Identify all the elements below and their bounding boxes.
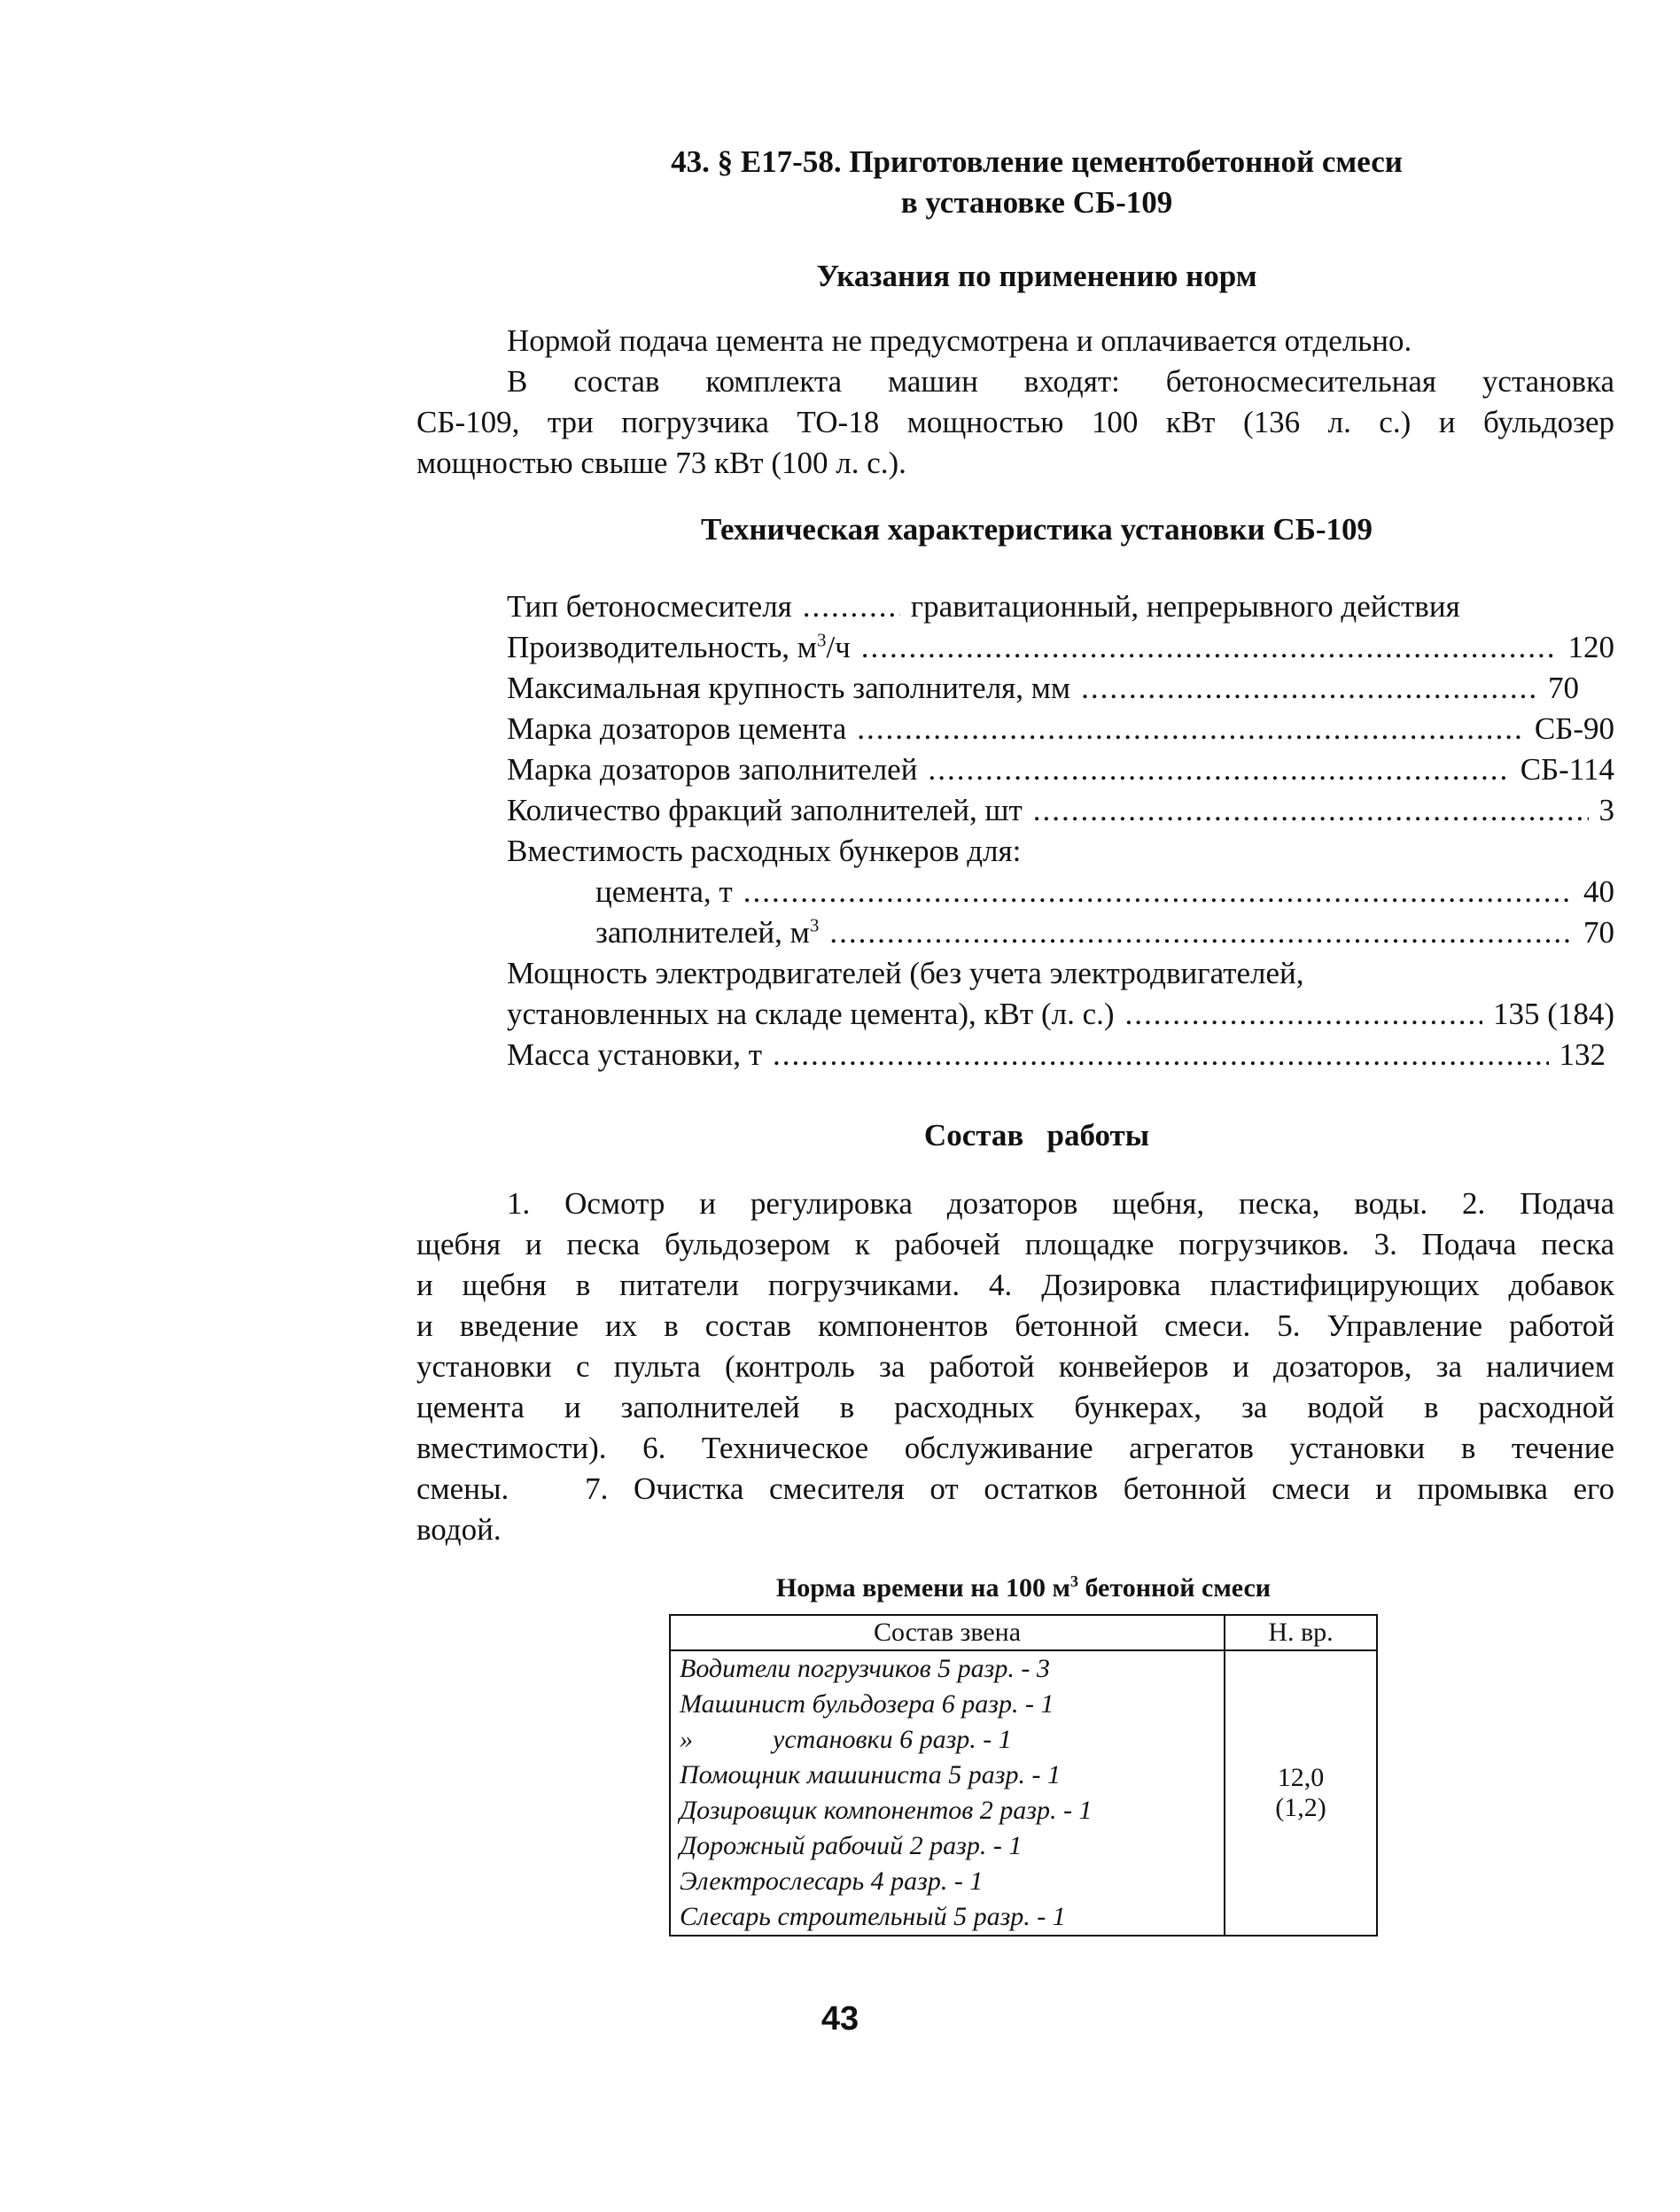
- specs-list: [507, 586, 1614, 1075]
- staff-item: Помощник машиниста 5 разр. - 1: [680, 1760, 1061, 1789]
- spec-mass: Масса установки, т ..... 132: [507, 1035, 1614, 1075]
- column-header-norm: Н. вр.: [1225, 1615, 1377, 1650]
- page-number: 43: [821, 2000, 859, 2037]
- staff-item: » установки 6 разр. - 1: [680, 1725, 1012, 1754]
- spec-fractions: Количество фракций заполнителей, шт ..... 3: [507, 790, 1614, 831]
- spec-bunker-filler: заполнителей, $м^3$ ..... 70: [507, 912, 1614, 953]
- spec-productivity: Производительность, $м^3/ч$ ..... 120: [507, 627, 1614, 668]
- spec-bunker-cement: цемента, т ..... 40: [507, 872, 1614, 912]
- spec-bunkers-heading: Вместимость расходных бункеров для:: [507, 834, 1022, 868]
- norm-table: [669, 1614, 1378, 1936]
- norm-value-paren: (1,2): [1275, 1793, 1326, 1822]
- specs-heading: Техническая характеристика установки СБ-109: [701, 512, 1373, 547]
- staff-item: Машинист бульдозера 6 разр. - 1: [680, 1689, 1054, 1719]
- guidelines-heading: Указания по применению норм: [816, 259, 1257, 293]
- staff-item: Дозировщик компонентов 2 разр. - 1: [680, 1796, 1093, 1825]
- guidelines-paragraph-2-line2: СБ-109, три погрузчика ТО-18 мощностью 100 кВт (136 л. с.) и бульдозер: [416, 405, 1614, 439]
- norm-table-caption: Норма времени на 100 $м^3$ бетонной смеси: [775, 1572, 1272, 1603]
- spec-power: установленных на складе цемента), кВт (л. с.) ..... 135 (184): [507, 994, 1614, 1035]
- staff-item: Водители погрузчиков 5 разр. - 3: [680, 1654, 1050, 1683]
- staff-item: Слесарь строительный 5 разр. - 1: [680, 1902, 1066, 1931]
- norm-cell: [1225, 1650, 1377, 1936]
- column-header-staff: Состав звена: [670, 1615, 1225, 1650]
- staff-item: Дорожный рабочий 2 разр. - 1: [680, 1831, 1023, 1860]
- work-line: цемента и заполнителей в расходных бункерах, за водой в расходной: [416, 1390, 1614, 1424]
- staff-item: Электрослесарь 4 разр. - 1: [680, 1867, 984, 1896]
- work-line: установки с пульта (контроль за работой конвейеров и дозаторов, за наличием: [416, 1349, 1614, 1384]
- staff-cell: [670, 1650, 1225, 1936]
- work-line: водой.: [416, 1512, 502, 1547]
- spec-filler-dosers: Марка дозаторов заполнителей ..... СБ-114: [507, 749, 1614, 790]
- work-line: вместимости). 6. Техническое обслуживание агрегатов установки в течение: [416, 1431, 1614, 1465]
- work-line: смены. 7. Очистка смесителя от остатков бетонной смеси и промывка его: [416, 1471, 1614, 1506]
- work-line: 1. Осмотр и регулировка дозаторов щебня, песка, воды. 2. Подача: [507, 1186, 1614, 1221]
- norm-value: 12,0: [1277, 1763, 1325, 1792]
- spec-power-line1: Мощность электродвигателей (без учета электродвигателей,: [507, 956, 1304, 990]
- spec-cement-dosers: Марка дозаторов цемента ..... СБ-90: [507, 709, 1614, 749]
- work-line: и щебня в питатели погрузчиками. 4. Дозировка пластифицирующих добавок: [416, 1268, 1614, 1302]
- spec-max-size: Максимальная крупность заполнителя, мм ..... 70: [507, 668, 1614, 709]
- spec-mixer-type: Тип бетоносмесителя ..... гравитационный, непрерывного действия: [507, 586, 1614, 627]
- guidelines-paragraph-1: Нормой подача цемента не предусмотрена и оплачивается отдельно.: [507, 323, 1412, 358]
- work-line: щебня и песка бульдозером к рабочей площадке погрузчиков. 3. Подача песка: [416, 1227, 1614, 1261]
- work-line: и введение их в состав компонентов бетонной смеси. 5. Управление работой: [416, 1308, 1614, 1343]
- guidelines-paragraph-2-line3: мощностью свыше 73 кВт (100 л. с.).: [416, 446, 906, 480]
- work-heading: Состав работы: [923, 1118, 1150, 1153]
- section-title-line1: 43. § Е17-58. Приготовление цементобетонной смеси: [671, 144, 1403, 179]
- section-title: [416, 142, 1657, 223]
- guidelines-paragraph-2-line1: В состав комплекта машин входят: бетоносмесительная установка: [507, 364, 1614, 399]
- section-title-line2: в установке СБ-109: [900, 185, 1173, 220]
- norm-table-wrapper: [669, 1614, 1378, 1936]
